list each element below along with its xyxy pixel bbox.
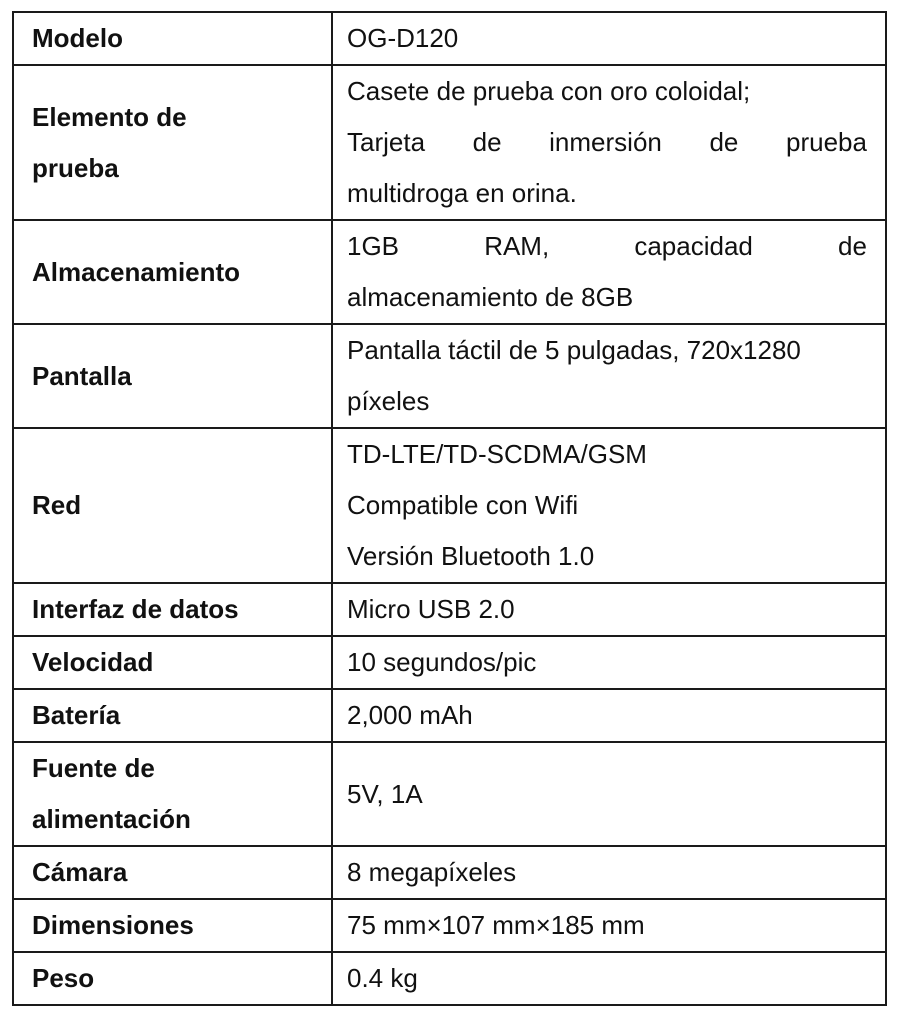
row-label: Batería xyxy=(13,689,332,742)
row-label: Peso xyxy=(13,952,332,1005)
row-value: 75 mm×107 mm×185 mm xyxy=(332,899,886,952)
table-row xyxy=(13,428,886,583)
row-value: 10 segundos/pic xyxy=(332,636,886,689)
table-row xyxy=(13,689,886,742)
word: de xyxy=(472,127,502,157)
word: prueba xyxy=(785,127,867,157)
word: Tarjeta xyxy=(347,127,426,157)
row-value: Casete de prueba con oro coloidal; Tarjeta de inmersión de prueba multidroga en orina. xyxy=(332,65,886,220)
word: capacidad xyxy=(634,231,753,261)
row-label: Cámara xyxy=(13,846,332,899)
justified-line xyxy=(347,117,867,168)
justified-line xyxy=(347,221,867,272)
row-value: OG-D120 xyxy=(332,12,886,65)
spec-table xyxy=(12,11,887,1006)
row-value: 2,000 mAh xyxy=(332,689,886,742)
row-value: 1GB RAM, capacidad de almacenamiento de 8GB xyxy=(332,220,886,324)
word: de xyxy=(838,231,867,261)
row-label: Modelo xyxy=(13,12,332,65)
row-value: Micro USB 2.0 xyxy=(332,583,886,636)
row-label: Velocidad xyxy=(13,636,332,689)
row-value: 8 megapíxeles xyxy=(332,846,886,899)
row-value: Pantalla táctil de 5 pulgadas, 720x1280 píxeles xyxy=(332,324,886,428)
row-label: Almacenamiento xyxy=(13,220,332,324)
row-value: TD-LTE/TD-SCDMA/GSM Compatible con Wifi Versión Bluetooth 1.0 xyxy=(332,428,886,583)
row-value: 5V, 1A xyxy=(332,742,886,846)
table-row xyxy=(13,12,886,65)
table-row xyxy=(13,324,886,428)
word: 1GB xyxy=(347,231,400,261)
row-label: Fuente de alimentación xyxy=(13,742,332,846)
word: RAM, xyxy=(484,231,550,261)
table-row xyxy=(13,846,886,899)
table-row xyxy=(13,583,886,636)
row-label: Dimensiones xyxy=(13,899,332,952)
table-row xyxy=(13,636,886,689)
row-value: 0.4 kg xyxy=(332,952,886,1005)
row-label: Red xyxy=(13,428,332,583)
row-label: Pantalla xyxy=(13,324,332,428)
word: inmersión xyxy=(549,127,662,157)
table-row xyxy=(13,65,886,220)
row-label: Interfaz de datos xyxy=(13,583,332,636)
table-row xyxy=(13,742,886,846)
word: de xyxy=(709,127,739,157)
table-row xyxy=(13,220,886,324)
row-label: Elemento de prueba xyxy=(13,65,332,220)
table-row xyxy=(13,899,886,952)
table-row xyxy=(13,952,886,1005)
